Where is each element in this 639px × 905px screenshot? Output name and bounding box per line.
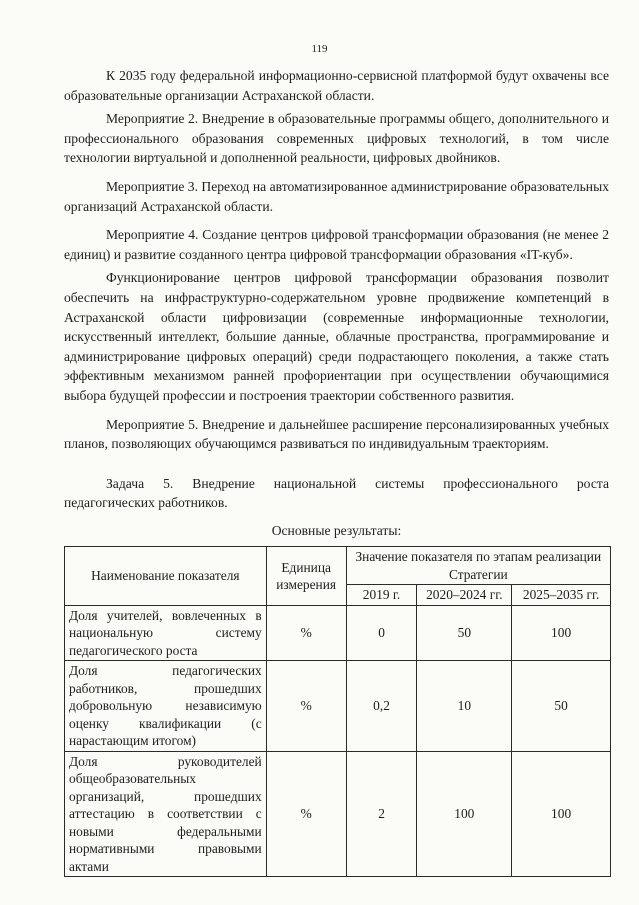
value-2025-2035: 100 — [512, 751, 611, 877]
indicator-unit: % — [266, 605, 346, 661]
value-2020-2024: 10 — [417, 661, 512, 752]
table-caption: Основные результаты: — [271, 522, 402, 538]
indicator-name: Доля учителей, вовлеченных в национальную систему педагогического роста — [65, 605, 267, 661]
value-2019: 2 — [346, 751, 417, 877]
table-row — [65, 661, 611, 752]
value-2020-2024: 50 — [417, 605, 512, 661]
value-2025-2035: 50 — [512, 661, 611, 752]
paragraph-platform-coverage: К 2035 году федеральной информационно-сервисной платформой будут охвачены все образовательные организации Астраханской области. — [64, 68, 609, 103]
value-2019: 0 — [346, 605, 417, 661]
paragraph-measure-4: Мероприятие 4. Создание центров цифровой трансформации образования (не менее 2 единиц) и развитие созданного центра цифровой трансформации образования «IT-куб». — [64, 227, 609, 262]
header-indicator-name: Наименование показателя — [65, 547, 267, 606]
table-row — [65, 605, 611, 661]
indicator-name: Доля педагогических работников, прошедших добровольную независимую оценку квалификации (с нарастающим итогом) — [65, 661, 267, 752]
paragraph-measure-3: Мероприятие 3. Переход на автоматизированное администрирование образовательных организаций Астраханской области. — [64, 178, 610, 214]
paragraph-measure-2: Мероприятие 2. Внедрение в образовательные программы общего, дополнительного и профессионального образования современных цифровых технологий, в том числе технологии виртуальной и дополненной реальности, цифровых двойников. — [64, 111, 609, 166]
header-stage-2020-2024: 2020–2024 гг. — [417, 585, 512, 606]
header-stage-2019: 2019 г. — [346, 585, 417, 606]
header-stage-2025-2035: 2025–2035 гг. — [512, 585, 611, 606]
paragraph-measure-5: Мероприятие 5. Внедрение и дальнейшее расширение персонализированных учебных планов, позволяющих обучающимся развиваться по индивидуальным траекториям. — [64, 416, 609, 452]
paragraph-centers-functioning: Функционирование центров цифровой трансформации образования позволит обеспечить на инфраструктурно-содержательном уровне продвижение компетенций в Астраханской области цифровизации (современные информационные технологии, искусственный интеллект, большие данные, облачные пространства, программирование и администрирование цифровых операций) среди подрастающего поколения, а также стать эффективным механизмом ранней профориентации при осуществлении обучающимися выбора будущей профессии и построения траектории собственного развития. — [64, 270, 609, 403]
table-header-row — [65, 547, 611, 585]
indicator-name: Доля руководителей общеобразовательных организаций, прошедших аттестацию в соответствии с новыми федеральными нормативными правовыми актами — [65, 751, 267, 877]
page-number: 119 — [311, 43, 328, 55]
body-text — [64, 66, 609, 877]
header-unit: Единица измерения — [266, 547, 346, 606]
results-table — [64, 546, 611, 877]
indicator-unit: % — [266, 661, 346, 752]
value-2025-2035: 100 — [512, 605, 611, 661]
header-stage-values: Значение показателя по этапам реализации Стратегии — [346, 547, 610, 585]
value-2020-2024: 100 — [417, 751, 512, 877]
table-row — [65, 751, 611, 877]
paragraph-task-5: Задача 5. Внедрение национальной системы профессионального роста педагогических работников. — [64, 475, 609, 511]
value-2019: 0,2 — [346, 661, 417, 752]
indicator-unit: % — [266, 751, 346, 877]
